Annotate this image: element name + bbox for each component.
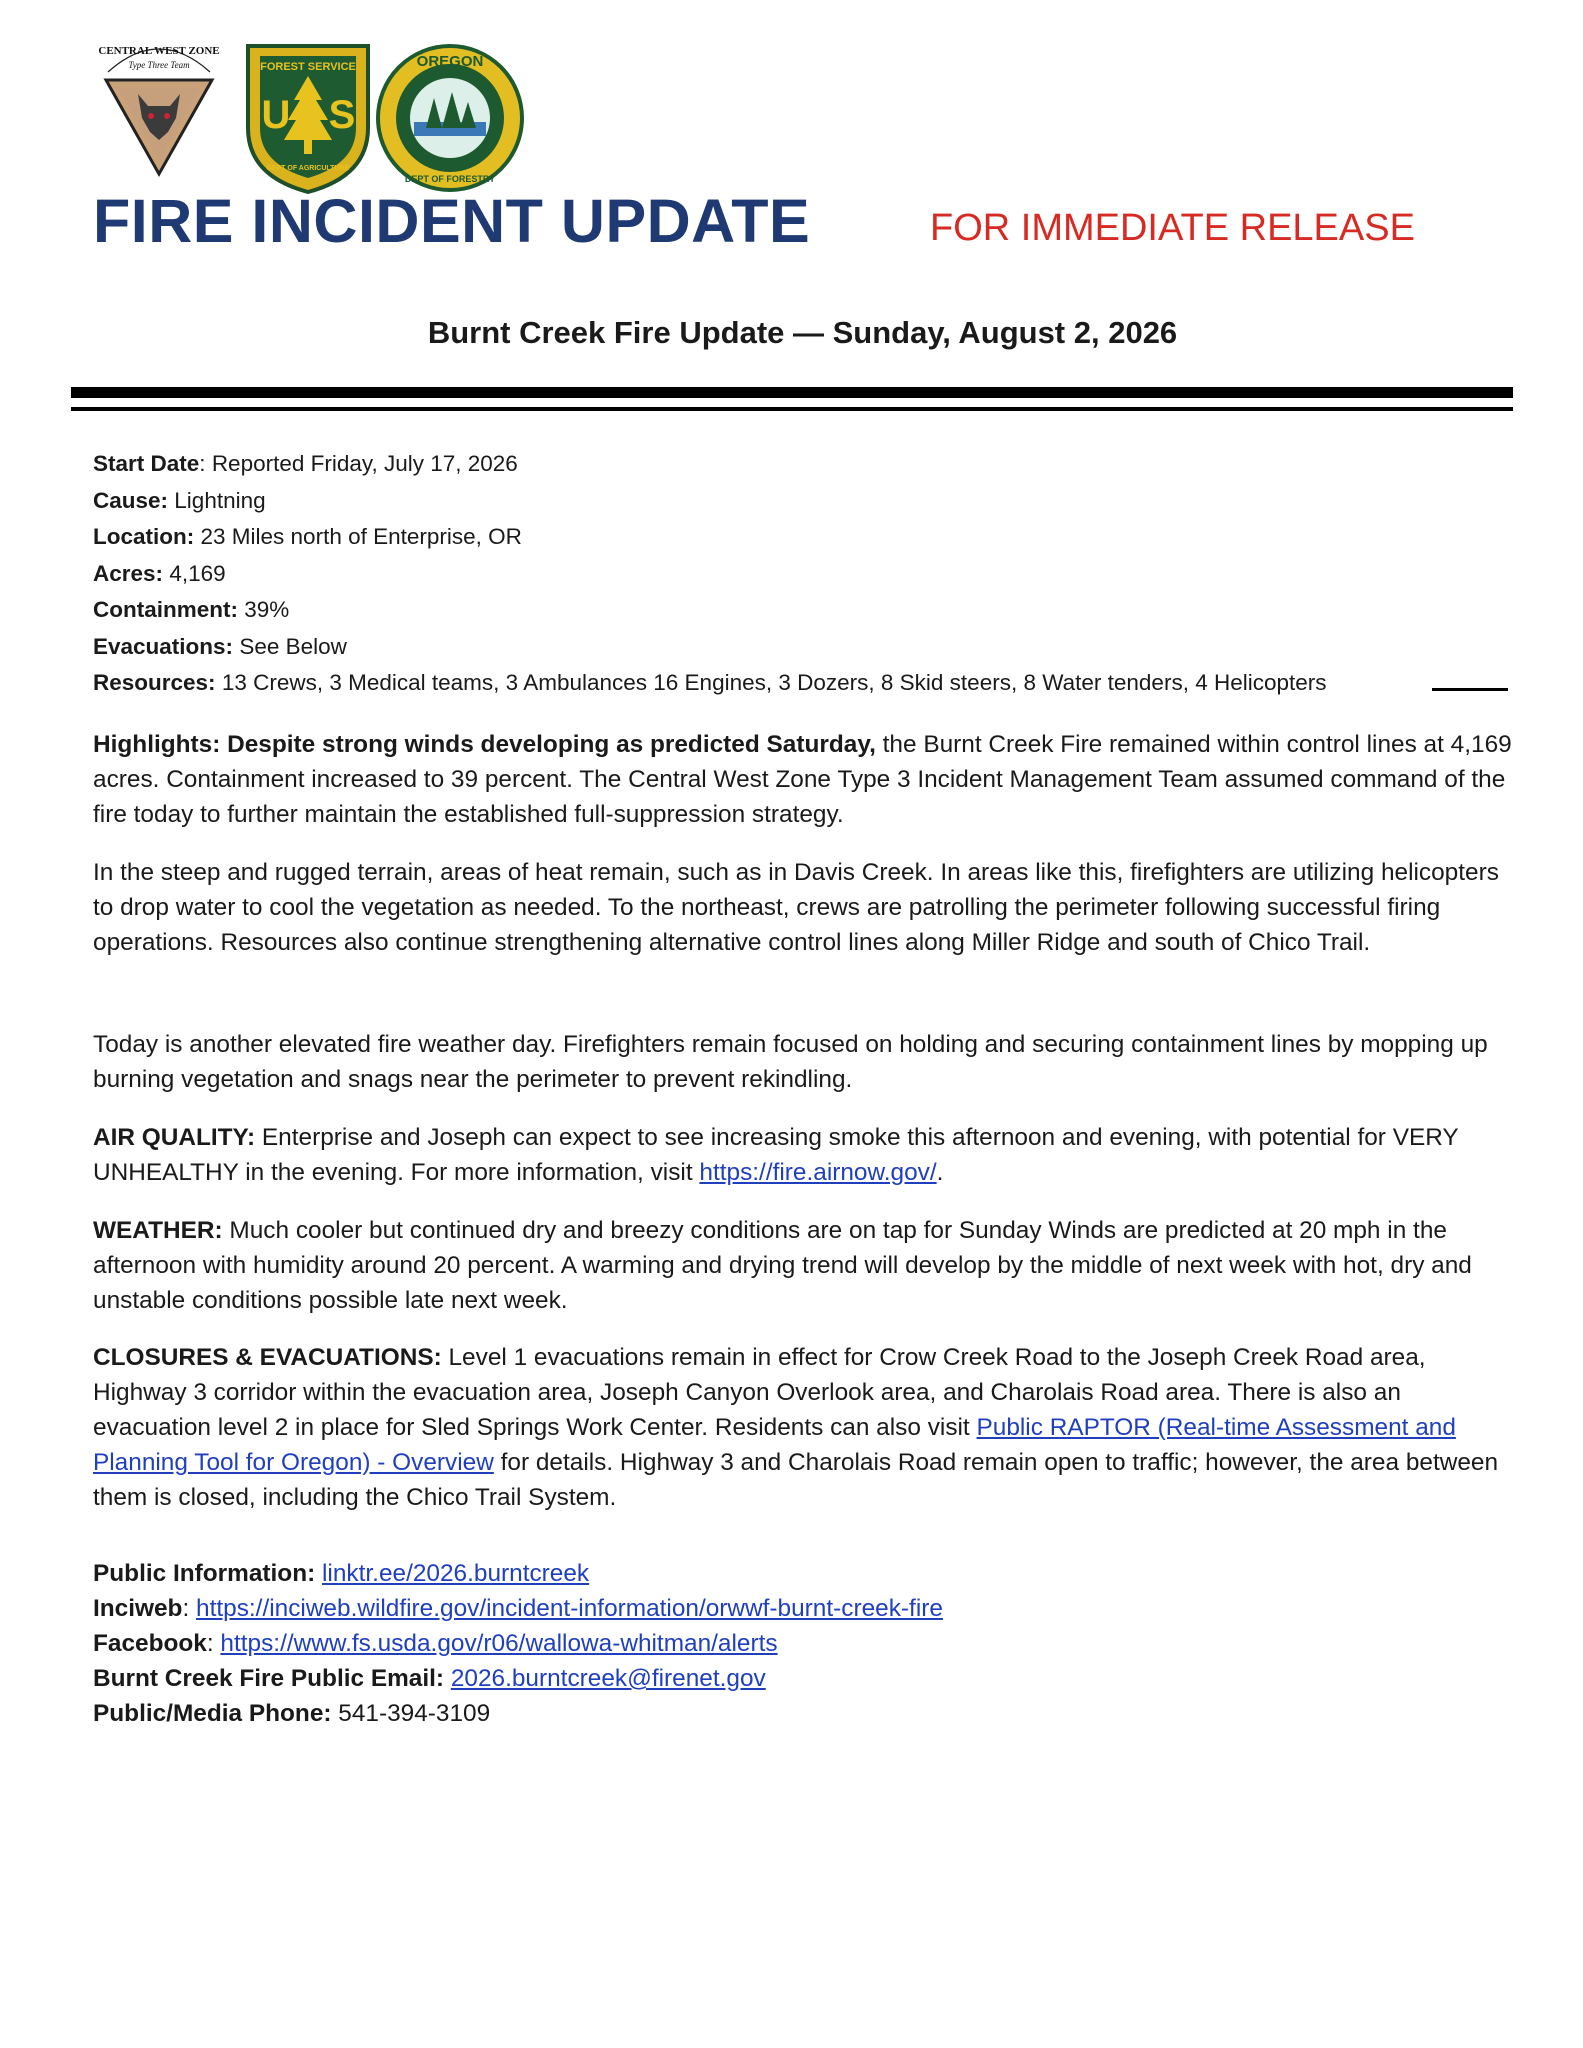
- airnow-link[interactable]: https://fire.airnow.gov/: [699, 1159, 937, 1186]
- fact-label: Location:: [93, 524, 195, 549]
- email-link[interactable]: 2026.burntcreek@firenet.gov: [450, 1665, 766, 1692]
- fact-value: 39%: [244, 597, 290, 622]
- inciweb-link[interactable]: https://inciweb.wildfire.gov/incident-information/orwwf-burnt-creek-fire: [196, 1595, 943, 1622]
- logo-row: [98, 30, 538, 184]
- fact-resources: [93, 665, 1513, 702]
- svg-text:OREGON: OREGON: [416, 53, 484, 70]
- svg-text:S: S: [328, 93, 356, 137]
- contact-phone: Public/Media Phone: 541-394-3109: [93, 1700, 491, 1727]
- fact-value: 13 Crews, 3 Medical teams, 3 Ambulances 16 Engines, 3 Dozers, 8 Skid steers, 8 Water tenders, 4 Helicopters: [221, 670, 1327, 695]
- divider-thin: [71, 407, 1513, 411]
- fact-evacuations: [93, 629, 1513, 666]
- fact-label: Start Date: [93, 451, 200, 476]
- fact-label: Cause:: [93, 487, 169, 513]
- highlights-paragraph: [93, 727, 1513, 832]
- fact-value: See Below: [239, 633, 347, 659]
- page-title: FIRE INCIDENT UPDATE: [93, 187, 811, 255]
- closures-label: CLOSURES & EVACUATIONS:: [93, 1344, 442, 1371]
- linktree-link[interactable]: linktr.ee/2026.burntcreek: [322, 1560, 590, 1587]
- fact-location: [93, 519, 1513, 556]
- update-subtitle: Burnt Creek Fire Update — Sunday, August 2, 2026: [427, 315, 1178, 350]
- fact-value: Lightning: [174, 487, 266, 513]
- svg-text:DEPT OF FORESTRY: DEPT OF FORESTRY: [404, 174, 496, 184]
- contact-inciweb: Inciweb: https://inciweb.wildfire.gov/incident-information/orwwf-burnt-creek-fire: [93, 1595, 943, 1622]
- fact-value: 23 Miles north of Enterprise, OR: [200, 524, 522, 549]
- fact-label: Containment:: [93, 597, 238, 622]
- weather-label: WEATHER:: [93, 1217, 223, 1244]
- weather-paragraph: WEATHER: Much cooler but continued dry and breezy conditions are on tap for Sunday Winds are predicted at 20 mph in the afternoon with humidity around 20 percent. A warming and drying trend will develop by the middle of next week with hot, dry and unstable conditions possible late next week.: [93, 1217, 1472, 1314]
- air-quality-paragraph: AIR QUALITY: Enterprise and Joseph can expect to see increasing smoke this afternoon and evening, with potential for VERY UNHEALTHY in the evening. For more information, visit https://fire.airnow.gov/.: [93, 1124, 1459, 1186]
- phone-number: 541-394-3109: [338, 1700, 491, 1727]
- contact-email: Burnt Creek Fire Public Email: 2026.burntcreek@firenet.gov: [93, 1665, 766, 1692]
- forest-service-logo: [236, 36, 380, 196]
- fact-cause: [93, 483, 1513, 520]
- highlights-text: the Burnt Creek Fire remained within control lines at 4,169 acres. Containment increased to 39 percent. The Central West Zone Type 3 Incident Management Team assumed command of the fire today to further maintain the established full-suppression strategy.: [93, 731, 1512, 828]
- central-west-zone-logo: [98, 32, 220, 180]
- contact-facebook: Facebook: https://www.fs.usda.gov/r06/wallowa-whitman/alerts: [93, 1630, 778, 1657]
- svg-text:Type Three Team: Type Three Team: [128, 60, 190, 70]
- release-notice: FOR IMMEDIATE RELEASE: [930, 207, 1415, 249]
- contact-public-information: Public Information: linktr.ee/2026.burntcreek: [93, 1560, 590, 1587]
- contact-list: [93, 1556, 1513, 1731]
- facebook-link[interactable]: https://www.fs.usda.gov/r06/wallowa-whitman/alerts: [220, 1630, 778, 1657]
- svg-text:U: U: [261, 93, 291, 137]
- fact-label: Resources:: [93, 670, 216, 695]
- fact-list: [93, 446, 1513, 702]
- fact-start-date: Start Date: Reported Friday, July 17, 2026: [93, 451, 518, 476]
- facts-divider: [1432, 688, 1508, 691]
- fact-containment: [93, 592, 1513, 629]
- divider-thick: [71, 387, 1513, 398]
- raptor-link[interactable]: Public RAPTOR (Real-time Assessment and Planning Tool for Oregon) - Overview: [93, 1414, 1456, 1476]
- fact-label: Acres:: [93, 560, 164, 586]
- oregon-forestry-logo: [374, 42, 526, 194]
- svg-text:CENTRAL WEST ZONE: CENTRAL WEST ZONE: [98, 45, 220, 57]
- svg-text:FOREST SERVICE: FOREST SERVICE: [260, 61, 356, 73]
- highlights-label: Highlights: Despite strong winds developing as predicted Saturday,: [93, 731, 876, 758]
- fact-acres: [93, 556, 1513, 593]
- svg-text:DEPT OF AGRICULTURE: DEPT OF AGRICULTURE: [266, 165, 350, 172]
- weather-day-paragraph: Today is another elevated fire weather day. Firefighters remain focused on holding and securing containment lines by mopping up burning vegetation and snags near the perimeter to prevent rekindling.: [93, 1031, 1488, 1093]
- fact-value: 4,169: [169, 560, 226, 586]
- fact-label: Evacuations:: [93, 633, 234, 659]
- terrain-paragraph: In the steep and rugged terrain, areas of heat remain, such as in Davis Creek. In areas like this, firefighters are utilizing helicopters to drop water to cool the vegetation as needed. To the northeast, crews are patrolling the perimeter following successful firing operations. Resources also continue strengthening alternative control lines along Miller Ridge and south of Chico Trail.: [93, 859, 1499, 956]
- fact-value: Reported Friday, July 17, 2026: [211, 451, 518, 476]
- air-quality-label: AIR QUALITY:: [93, 1124, 256, 1151]
- closures-paragraph: CLOSURES & EVACUATIONS: Level 1 evacuations remain in effect for Crow Creek Road to the Joseph Creek Road area, Highway 3 corridor within the evacuation area, Joseph Canyon Overlook area, and Charolais Road area. There is also an evacuation level 2 in place for Sled Springs Work Center. Residents can also visit Public RAPTOR (Real-time Assessment and Planning Tool for Oregon) - Overview for details. Highway 3 and Charolais Road remain open to traffic; however, the area between them is closed, including the Chico Trail System.: [93, 1344, 1499, 1511]
